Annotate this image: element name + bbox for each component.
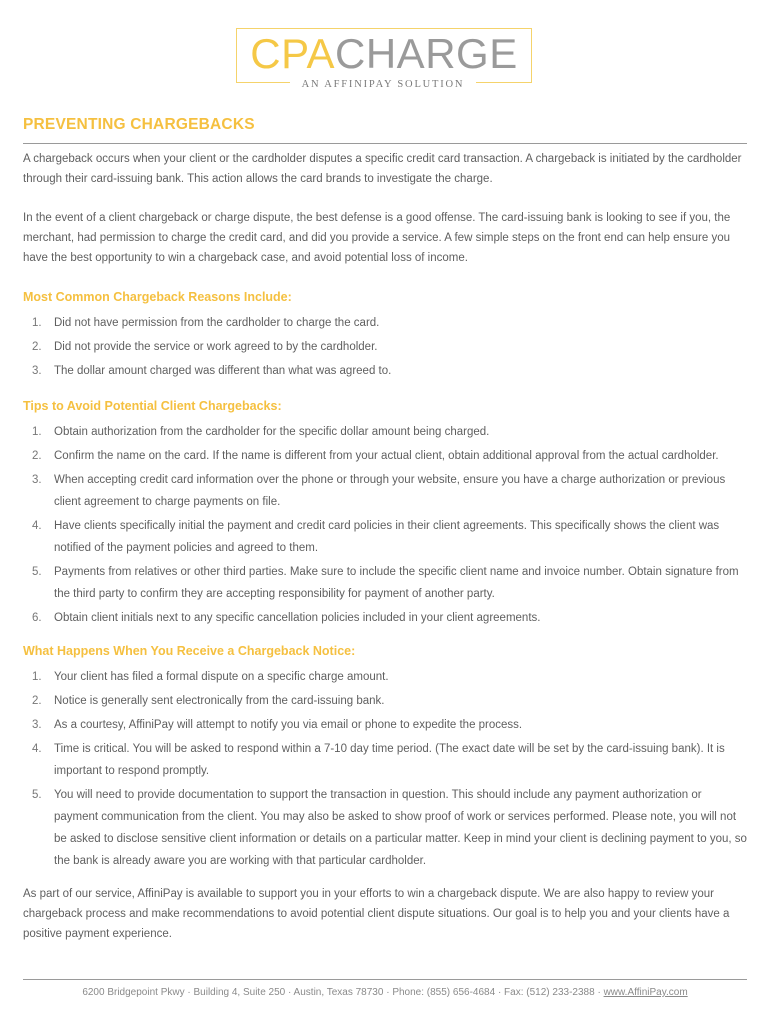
list-item: 3. When accepting credit card information over the phone or through your website, ensure you have a charge authorization or previous client agreement to charge payments on file.	[32, 474, 726, 508]
list-item: 2. Notice is generally sent electronically from the card-issuing bank.	[32, 695, 385, 707]
footer	[23, 986, 747, 1000]
notice-heading: What Happens When You Receive a Chargeback Notice:	[23, 644, 356, 658]
list-item: 3. As a courtesy, AffiniPay will attempt to notify you via email or phone to expedite the process.	[32, 719, 523, 731]
list-item: 4. Have clients specifically initial the payment and credit card policies in their client agreements. This specifically shows the client was notified of the payment policies and agreed to them.	[32, 520, 720, 554]
page-title: PREVENTING CHARGEBACKS	[23, 116, 255, 133]
document-body	[23, 149, 748, 963]
list-item: 5. Payments from relatives or other third parties. Make sure to include the specific client name and invoice number. Obtain signature from the third party to confirm they are accepting responsibility for payment of another party.	[32, 566, 739, 600]
list-item: 5. You will need to provide documentation to support the transaction in question. This should include any payment authorization or payment communication from the client. You may also be asked to show proof of work or services performed. Please note, you will not be asked to disclose sensitive client information or details on a particular matter. Keep in mind your client is declining payment to you, so the bank is already aware you are working with that particular cardholder.	[32, 789, 747, 867]
list-item: 3. The dollar amount charged was different than what was agreed to.	[32, 365, 392, 377]
notice-list	[23, 666, 748, 872]
logo-wordmark	[237, 31, 531, 77]
title-divider	[23, 143, 747, 144]
reasons-list	[23, 312, 748, 382]
tips-list	[23, 421, 748, 629]
reasons-heading: Most Common Chargeback Reasons Include:	[23, 290, 292, 304]
footer-address: 6200 Bridgepoint Pkwy · Building 4, Suite 250 · Austin, Texas 78730 · Phone: (855) 656-4684 · Fax: (512) 233-2388 ·	[82, 987, 604, 998]
list-item: 2. Did not provide the service or work agreed to by the cardholder.	[32, 341, 378, 353]
list-item: 4. Time is critical. You will be asked to respond within a 7-10 day time period. (The exact date will be set by the card-issuing bank). It is important to respond promptly.	[32, 743, 725, 777]
intro-paragraph-1: A chargeback occurs when your client or the cardholder disputes a specific credit card transaction. A chargeback is initiated by the cardholder through their card-issuing bank. This action allows the card brands to investigate the charge.	[23, 153, 742, 185]
website-link[interactable]: www.AffiniPay.com	[603, 987, 688, 998]
intro-paragraph-2: In the event of a client chargeback or charge dispute, the best defense is a good offense. The card-issuing bank is looking to see if you, the merchant, had permission to charge the credit card, and did you provide a service. A few simple steps on the front end can help ensure you have the best opportunity to win a chargeback case, and avoid potential loss of income.	[23, 212, 731, 264]
list-item: 1. Your client has filed a formal dispute on a specific charge amount.	[32, 671, 389, 683]
logo	[236, 28, 532, 83]
tips-heading: Tips to Avoid Potential Client Chargebacks:	[23, 399, 282, 413]
logo-tagline: AN AFFINIPAY SOLUTION	[290, 78, 476, 92]
closing-paragraph: As part of our service, AffiniPay is available to support you in your efforts to win a chargeback dispute. We are also happy to review your chargeback process and make recommendations to avoid potential client dispute situations. Our goal is to help you and your clients have a positive payment experience.	[23, 888, 730, 940]
list-item: 2. Confirm the name on the card. If the name is different from your actual client, obtain additional approval from the actual cardholder.	[32, 450, 719, 462]
list-item: 1. Obtain authorization from the cardholder for the specific dollar amount being charged.	[32, 426, 490, 438]
logo-charge: CHARGE	[335, 30, 518, 77]
list-item: 1. Did not have permission from the cardholder to charge the card.	[32, 317, 380, 329]
list-item: 6. Obtain client initials next to any specific cancellation policies included in your client agreements.	[32, 612, 541, 624]
logo-cpa: CPA	[250, 30, 336, 77]
footer-divider	[23, 979, 747, 980]
